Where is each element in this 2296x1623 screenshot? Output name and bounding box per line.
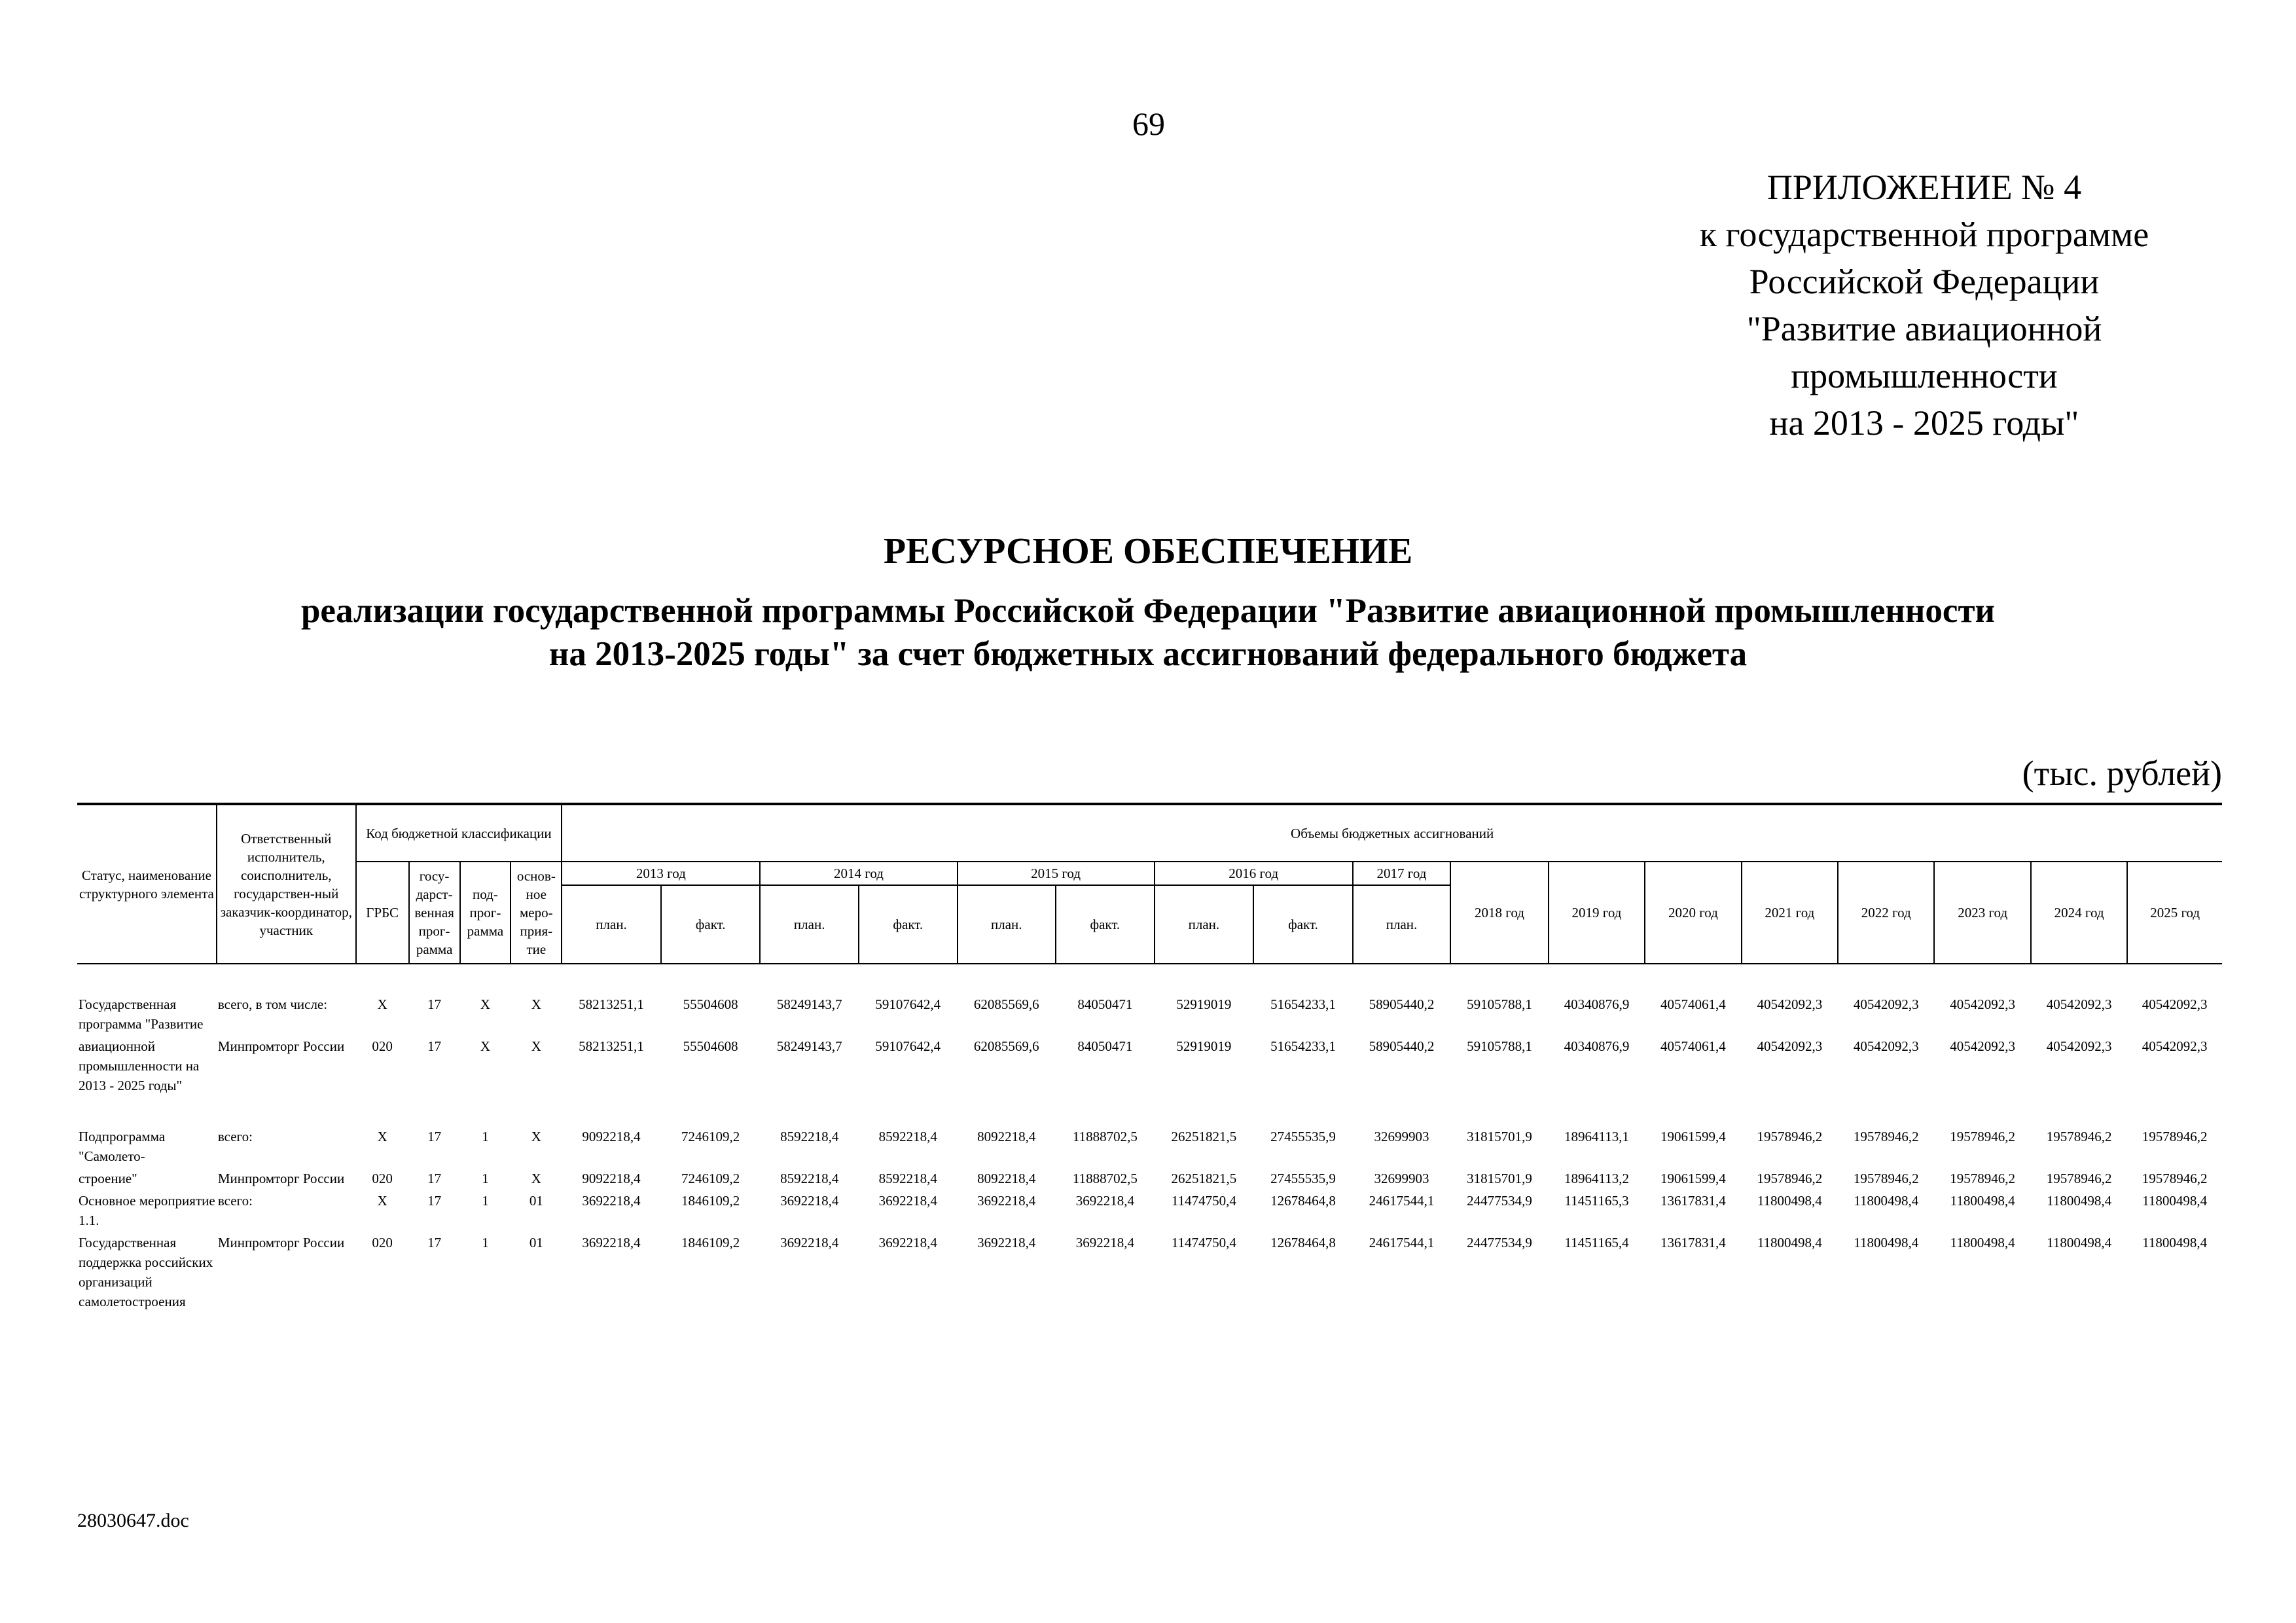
cell-2024: 40542092,3: [2046, 996, 2112, 1012]
cell-2015-fact: 11888702,5: [1072, 1171, 1138, 1186]
cell-2013-fact: 7246109,2: [681, 1171, 740, 1186]
cell-2021: 19578946,2: [1757, 1171, 1823, 1186]
row-status: авиационной промышленности на 2013 - 2025 годы": [79, 1038, 200, 1093]
cell-2019: 11451165,3: [1564, 1193, 1629, 1209]
cell-2017-plan: 58905440,2: [1369, 1038, 1435, 1054]
row-status: Основное мероприятие 1.1.: [79, 1193, 215, 1228]
cell-2017-plan: 32699903: [1374, 1129, 1429, 1144]
cell-2014-fact: 59107642,4: [875, 1038, 941, 1054]
table-row: [77, 1190, 2222, 1231]
appendix-line: промышленности: [1791, 356, 2058, 395]
cell-2024: 19578946,2: [2046, 1171, 2112, 1186]
cell-2025: 40542092,3: [2142, 1038, 2208, 1054]
cell-2022: 40542092,3: [1853, 1038, 1919, 1054]
cell-2020: 40574061,4: [1660, 1038, 1726, 1054]
cell-2015-plan: 62085569,6: [973, 996, 1039, 1012]
cell-2016-fact: 27455535,9: [1270, 1129, 1336, 1144]
cell-2020: 40574061,4: [1660, 996, 1726, 1012]
header-year-2021: 2021 год: [1742, 862, 1838, 964]
row-subprogram: 1: [482, 1193, 489, 1209]
header-year-2024: 2024 год: [2031, 862, 2127, 964]
cell-2020: 19061599,4: [1660, 1171, 1726, 1186]
cell-2018: 31815701,9: [1467, 1129, 1532, 1144]
cell-2014-fact: 3692218,4: [878, 1235, 937, 1250]
appendix-line: ПРИЛОЖЕНИЕ № 4: [1767, 168, 2082, 207]
table-row: [77, 993, 2222, 1035]
header-status: Статус, наименование структурного элемента: [77, 804, 217, 964]
table-row: [77, 1035, 2222, 1097]
cell-2013-fact: 1846109,2: [681, 1235, 740, 1250]
cell-2015-fact: 84050471: [1077, 996, 1133, 1012]
cell-2015-plan: 8092218,4: [977, 1171, 1036, 1186]
cell-2017-plan: 58905440,2: [1369, 996, 1435, 1012]
row-grbs: 020: [372, 1235, 393, 1250]
cell-2024: 19578946,2: [2046, 1129, 2112, 1144]
row-responsible: Минпромторг России: [217, 1235, 345, 1250]
cell-2013-fact: 7246109,2: [681, 1129, 740, 1144]
row-program: 17: [427, 1038, 442, 1054]
row-event: X: [531, 996, 541, 1012]
header-fact: факт.: [661, 885, 761, 964]
row-subprogram: X: [480, 996, 491, 1012]
cell-2016-fact: 27455535,9: [1270, 1171, 1336, 1186]
cell-2014-fact: 8592218,4: [878, 1171, 937, 1186]
row-event: 01: [529, 1193, 543, 1209]
cell-2023: 40542092,3: [1950, 1038, 2016, 1054]
row-subprogram: 1: [482, 1235, 489, 1250]
cell-2024: 11800498,4: [2047, 1193, 2112, 1209]
cell-2018: 59105788,1: [1467, 996, 1532, 1012]
cell-2013-plan: 58213251,1: [579, 1038, 644, 1054]
page-number: 69: [1132, 105, 1165, 142]
row-program: 17: [427, 1129, 442, 1144]
cell-2016-plan: 11474750,4: [1171, 1193, 1236, 1209]
header-year-2017: 2017 год: [1353, 862, 1451, 885]
cell-2023: 19578946,2: [1950, 1129, 2016, 1144]
cell-2022: 11800498,4: [1854, 1235, 1919, 1250]
cell-2013-plan: 3692218,4: [582, 1235, 641, 1250]
row-event: X: [531, 1038, 541, 1054]
row-event: X: [531, 1171, 541, 1186]
cell-2014-fact: 3692218,4: [878, 1193, 937, 1209]
row-grbs: 020: [372, 1038, 393, 1054]
cell-2017-plan: 32699903: [1374, 1171, 1429, 1186]
cell-2018: 31815701,9: [1467, 1171, 1532, 1186]
header-year-2025: 2025 год: [2127, 862, 2222, 964]
cell-2014-plan: 3692218,4: [780, 1193, 839, 1209]
header-year-2018: 2018 год: [1450, 862, 1549, 964]
cell-2021: 11800498,4: [1757, 1193, 1822, 1209]
cell-2025: 19578946,2: [2142, 1129, 2208, 1144]
row-program: 17: [427, 996, 442, 1012]
cell-2020: 19061599,4: [1660, 1129, 1726, 1144]
document-file-id: 28030647.doc: [77, 1510, 189, 1531]
appendix-line: Российской Федерации: [1749, 262, 2100, 301]
row-responsible: всего, в том числе:: [217, 996, 328, 1012]
cell-2019: 40340876,9: [1564, 996, 1630, 1012]
cell-2023: 11800498,4: [1950, 1235, 2015, 1250]
cell-2024: 11800498,4: [2047, 1235, 2112, 1250]
document-subtitle: [131, 589, 2165, 676]
header-year-2022: 2022 год: [1838, 862, 1934, 964]
cell-2019: 18964113,2: [1564, 1171, 1629, 1186]
cell-2023: 11800498,4: [1950, 1193, 2015, 1209]
header-year-2013: 2013 год: [562, 862, 760, 885]
cell-2016-fact: 51654233,1: [1270, 1038, 1336, 1054]
subtitle-line: на 2013-2025 годы" за счет бюджетных ассигнований федерального бюджета: [548, 635, 1748, 673]
row-program: 17: [427, 1193, 442, 1209]
cell-2015-plan: 3692218,4: [977, 1193, 1036, 1209]
row-program: 17: [427, 1235, 442, 1250]
row-program: 17: [427, 1171, 442, 1186]
cell-2013-fact: 1846109,2: [681, 1193, 740, 1209]
appendix-line: "Развитие авиационной: [1746, 309, 2102, 348]
row-status: Государственная программа "Развитие: [79, 996, 204, 1032]
cell-2018: 59105788,1: [1467, 1038, 1532, 1054]
table-row: [77, 1125, 2222, 1167]
cell-2019: 18964113,1: [1564, 1129, 1629, 1144]
row-grbs: X: [377, 996, 387, 1012]
cell-2021: 11800498,4: [1757, 1235, 1822, 1250]
header-fact: факт.: [1056, 885, 1155, 964]
row-status: строение": [79, 1171, 137, 1186]
header-volumes: Объемы бюджетных ассигнований: [562, 804, 2222, 862]
row-responsible: всего:: [217, 1193, 253, 1209]
header-year-2014: 2014 год: [760, 862, 957, 885]
header-grbs: ГРБС: [356, 862, 409, 964]
cell-2025: 11800498,4: [2142, 1193, 2208, 1209]
cell-2015-plan: 8092218,4: [977, 1129, 1036, 1144]
cell-2016-plan: 52919019: [1176, 996, 1232, 1012]
row-subprogram: 1: [482, 1129, 489, 1144]
resource-table: [77, 803, 2222, 1313]
cell-2013-plan: 3692218,4: [582, 1193, 641, 1209]
header-year-2020: 2020 год: [1645, 862, 1741, 964]
cell-2014-plan: 3692218,4: [780, 1235, 839, 1250]
cell-2014-plan: 8592218,4: [780, 1171, 839, 1186]
cell-2013-plan: 58213251,1: [579, 996, 644, 1012]
cell-2016-plan: 52919019: [1176, 1038, 1232, 1054]
row-grbs: X: [377, 1129, 387, 1144]
header-budget-code: Код бюджетной классификации: [356, 804, 562, 862]
cell-2015-fact: 84050471: [1077, 1038, 1133, 1054]
header-year-2023: 2023 год: [1934, 862, 2030, 964]
cell-2019: 11451165,4: [1564, 1235, 1629, 1250]
table-row: [77, 1167, 2222, 1190]
cell-2021: 40542092,3: [1757, 1038, 1823, 1054]
cell-2015-fact: 11888702,5: [1072, 1129, 1138, 1144]
header-plan: план.: [958, 885, 1056, 964]
cell-2014-fact: 8592218,4: [878, 1129, 937, 1144]
document-title: РЕСУРСНОЕ ОБЕСПЕЧЕНИЕ: [883, 531, 1413, 572]
cell-2013-fact: 55504608: [683, 1038, 738, 1054]
row-responsible: Минпромторг России: [217, 1038, 345, 1054]
cell-2020: 13617831,4: [1660, 1193, 1726, 1209]
cell-2015-fact: 3692218,4: [1075, 1235, 1134, 1250]
cell-2016-fact: 12678464,8: [1270, 1235, 1336, 1250]
cell-2015-fact: 3692218,4: [1075, 1193, 1134, 1209]
row-event: X: [531, 1129, 541, 1144]
cell-2016-fact: 51654233,1: [1270, 996, 1336, 1012]
cell-2021: 40542092,3: [1757, 996, 1823, 1012]
cell-2018: 24477534,9: [1467, 1235, 1532, 1250]
cell-2025: 19578946,2: [2142, 1171, 2208, 1186]
header-gov-program: госу-дарст-венная прог-рамма: [409, 862, 460, 964]
header-year-2019: 2019 год: [1549, 862, 1645, 964]
cell-2015-plan: 3692218,4: [977, 1235, 1036, 1250]
cell-2014-plan: 8592218,4: [780, 1129, 839, 1144]
header-plan: план.: [1155, 885, 1254, 964]
cell-2017-plan: 24617544,1: [1369, 1193, 1435, 1209]
table-row: [77, 1231, 2222, 1313]
appendix-line: к государственной программе: [1699, 215, 2149, 254]
units-label: (тыс. рублей): [2022, 754, 2222, 793]
header-main-event: основ-ное меро-прия-тие: [511, 862, 562, 964]
cell-2022: 19578946,2: [1853, 1129, 1919, 1144]
cell-2022: 19578946,2: [1853, 1171, 1919, 1186]
row-grbs: 020: [372, 1171, 393, 1186]
appendix-header: [1623, 164, 2225, 447]
row-subprogram: X: [480, 1038, 491, 1054]
row-status: Подпрограмма "Самолето-: [79, 1129, 166, 1164]
header-fact: факт.: [1253, 885, 1353, 964]
row-grbs: X: [377, 1193, 387, 1209]
cell-2022: 11800498,4: [1854, 1193, 1919, 1209]
header-plan: план.: [1353, 885, 1451, 964]
cell-2025: 40542092,3: [2142, 996, 2208, 1012]
cell-2021: 19578946,2: [1757, 1129, 1823, 1144]
cell-2018: 24477534,9: [1467, 1193, 1532, 1209]
header-subprogram: под-прог-рамма: [460, 862, 511, 964]
cell-2016-plan: 26251821,5: [1171, 1129, 1237, 1144]
cell-2016-fact: 12678464,8: [1270, 1193, 1336, 1209]
cell-2023: 40542092,3: [1950, 996, 2016, 1012]
header-responsible: Ответственный исполнитель, соисполнитель, государствен-ный заказчик-координатор, участник: [217, 804, 356, 964]
cell-2014-fact: 59107642,4: [875, 996, 941, 1012]
cell-2013-plan: 9092218,4: [582, 1129, 641, 1144]
header-year-2015: 2015 год: [958, 862, 1155, 885]
cell-2023: 19578946,2: [1950, 1171, 2016, 1186]
header-plan: план.: [760, 885, 859, 964]
cell-2016-plan: 26251821,5: [1171, 1171, 1237, 1186]
appendix-line: на 2013 - 2025 годы": [1769, 403, 2079, 443]
cell-2014-plan: 58249143,7: [776, 1038, 842, 1054]
cell-2014-plan: 58249143,7: [776, 996, 842, 1012]
row-event: 01: [529, 1235, 543, 1250]
cell-2022: 40542092,3: [1853, 996, 1919, 1012]
cell-2019: 40340876,9: [1564, 1038, 1630, 1054]
cell-2020: 13617831,4: [1660, 1235, 1726, 1250]
cell-2017-plan: 24617544,1: [1369, 1235, 1435, 1250]
header-plan: план.: [562, 885, 661, 964]
cell-2024: 40542092,3: [2046, 1038, 2112, 1054]
cell-2015-plan: 62085569,6: [973, 1038, 1039, 1054]
header-year-2016: 2016 год: [1155, 862, 1353, 885]
header-fact: факт.: [859, 885, 958, 964]
cell-2016-plan: 11474750,4: [1171, 1235, 1236, 1250]
row-responsible: Минпромторг России: [217, 1171, 345, 1186]
row-status: Государственная поддержка российских организаций самолетостроения: [79, 1235, 213, 1309]
cell-2013-plan: 9092218,4: [582, 1171, 641, 1186]
cell-2013-fact: 55504608: [683, 996, 738, 1012]
subtitle-line: реализации государственной программы Российской Федерации "Развитие авиационной промышленности: [300, 592, 1996, 630]
row-subprogram: 1: [482, 1171, 489, 1186]
row-responsible: всего:: [217, 1129, 253, 1144]
cell-2025: 11800498,4: [2142, 1235, 2208, 1250]
